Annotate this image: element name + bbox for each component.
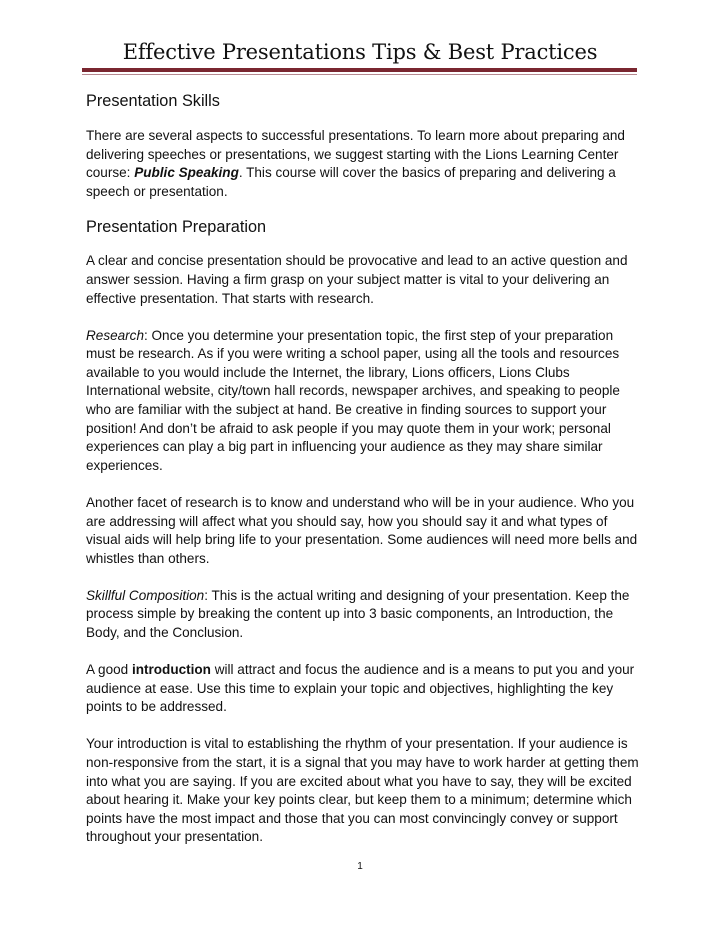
paragraph-rhythm: Your introduction is vital to establishing the rhythm of your presentation. If your audience is non-responsive from the start, it is a signal that you may have to work harder at getting them into what you are saying. If you are excited about what you have to say, they will be excited about hearing it. Make your key points clear, but keep them to a minimum; determine which points have the most impact and those that you can most convincingly convey or support throughout your presentation. bbox=[86, 736, 639, 845]
document-title: Effective Presentations Tips & Best Practices bbox=[122, 40, 598, 64]
skills-text-b: . This course will cover the basics of preparing and delivering a speech or presentation. bbox=[86, 165, 616, 199]
intro-text-b: will attract and focus the audience and is a means to put you and your audience at ease. Use this time to explain your topic and objectives, highlighting the key points to be addressed. bbox=[86, 662, 635, 715]
header-rule-thick bbox=[82, 68, 637, 72]
composition-text: : This is the actual writing and designing of your presentation. Keep the process simple by breaking the content up into 3 basic components, an Introduction, the Body, and the Conclusion. bbox=[86, 587, 630, 640]
course-name: Public Speaking bbox=[134, 165, 239, 181]
composition-label: Skillful Composition bbox=[86, 587, 205, 603]
skills-text-a: There are several aspects to successful presentations. To learn more about preparing and delivering speeches or presentations, we suggest starting with the Lions Learning Center course: bbox=[86, 128, 625, 181]
intro-bold: introduction bbox=[131, 662, 211, 678]
paragraph-composition bbox=[86, 587, 642, 643]
paragraph-introduction bbox=[86, 661, 642, 717]
heading-presentation-skills: Presentation Skills bbox=[86, 92, 220, 110]
header-rule-thin bbox=[82, 74, 637, 75]
research-label: Research bbox=[86, 327, 144, 343]
intro-text-a: A good bbox=[86, 662, 132, 678]
research-text: : Once you determine your presentation topic, the first step of your preparation must be research. As if you were writing a school paper, using all the tools and resources available to you would include the Internet, the library, Lions officers, Lions Clubs International website, city/town hall records, newspaper archives, and speaking to people who are familiar with the subject at hand. Be creative in finding sources to support your position! And don’t be afraid to ask people if you may quote them in your work; personal experiences can play a big part in influencing your audience as they may share similar experiences. bbox=[86, 327, 620, 473]
paragraph-research bbox=[86, 327, 642, 476]
paragraph-audience: Another facet of research is to know and understand who will be in your audience. Who you are addressing will affect what you should say, how you should say it and what types of visual aids will help bring life to your presentation. Some audiences will need more bells and whistles than others. bbox=[86, 494, 638, 566]
document-body bbox=[86, 90, 642, 847]
page-number: 1 bbox=[357, 861, 363, 872]
heading-presentation-preparation: Presentation Preparation bbox=[86, 218, 267, 237]
paragraph-skills-intro bbox=[86, 127, 642, 201]
paragraph-preparation-intro: A clear and concise presentation should be provocative and lead to an active question and answer session. Having a firm grasp on your subject matter is vital to your delivering an effective presentation. That starts with research. bbox=[86, 253, 628, 306]
